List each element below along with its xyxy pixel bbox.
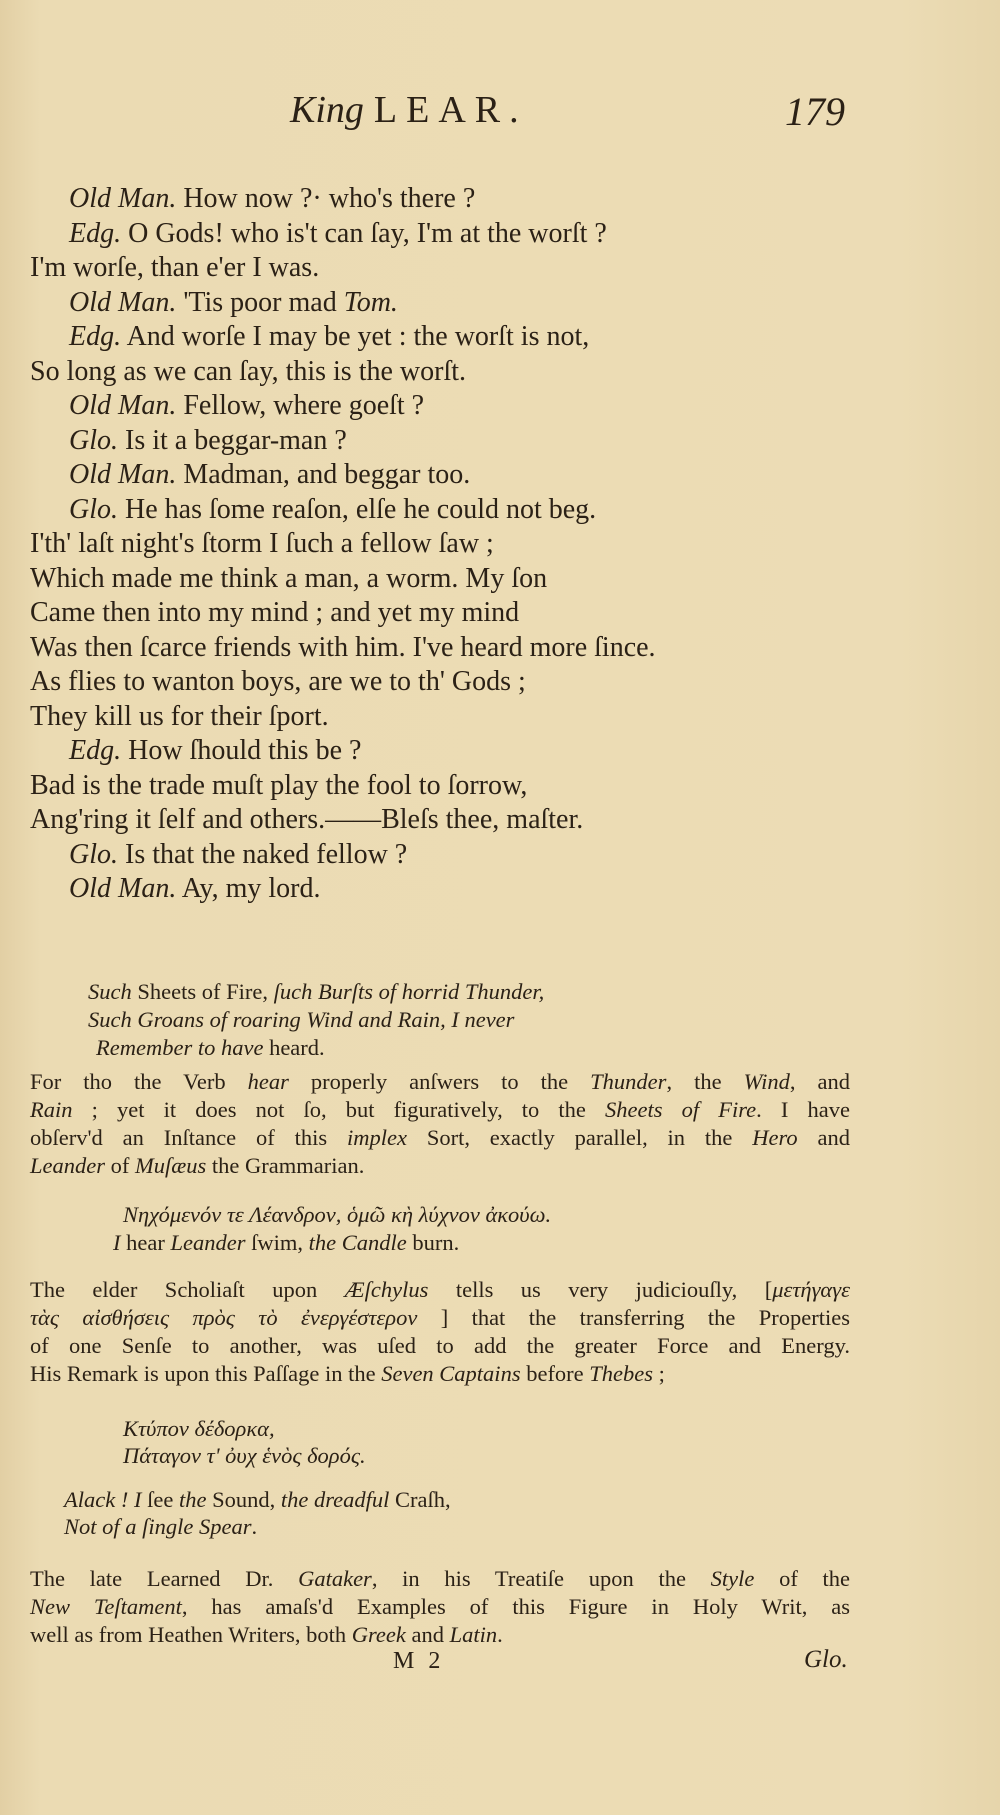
roman-text: ſee bbox=[141, 1487, 179, 1512]
italic-text: Edg. bbox=[69, 217, 122, 249]
commentary-line bbox=[30, 1621, 850, 1649]
roman-text: And worſe I may be yet : the worſt is not, bbox=[121, 321, 590, 352]
verse-line bbox=[69, 286, 398, 320]
roman-text: Is it a beggar-man ? bbox=[118, 424, 347, 456]
roman-text: and bbox=[797, 1125, 850, 1150]
verse-line bbox=[30, 803, 583, 837]
commentary-line bbox=[30, 1124, 850, 1152]
roman-text: before bbox=[520, 1361, 590, 1386]
roman-text: and bbox=[405, 1622, 450, 1647]
verse-line bbox=[30, 596, 519, 630]
roman-text: well as from Heathen Writers, both bbox=[30, 1622, 352, 1647]
verse-line bbox=[69, 389, 424, 423]
running-title-italic: King bbox=[290, 89, 364, 131]
roman-text: His Remark is upon this Paſſage in the bbox=[30, 1361, 382, 1386]
roman-text: , the bbox=[666, 1069, 744, 1094]
italic-text: Old Man. bbox=[69, 286, 177, 318]
verse-line bbox=[30, 665, 526, 699]
roman-text: They kill us for their ſport. bbox=[30, 700, 329, 732]
roman-text: Sound, bbox=[206, 1487, 281, 1512]
roman-text: So long as we can ſay, this is the worſt. bbox=[30, 355, 467, 387]
roman-text: properly anſwers to the bbox=[288, 1069, 591, 1094]
signature-mark: M 2 bbox=[393, 1648, 445, 1674]
italic-text: Glo. bbox=[69, 493, 118, 525]
verse-line bbox=[30, 527, 494, 561]
roman-text: . bbox=[497, 1622, 503, 1647]
italic-text: the bbox=[178, 1487, 207, 1512]
roman-text: For tho the Verb bbox=[30, 1069, 248, 1094]
roman-text: Ay, my lord. bbox=[176, 873, 321, 904]
italic-text: Κτύπον δέδορκα, bbox=[123, 1416, 275, 1441]
roman-text: heard. bbox=[263, 1035, 325, 1060]
roman-text: Bad is the trade muſt play the fool to ſorrow, bbox=[30, 769, 528, 801]
roman-text: tells us very judiciouſly, [ bbox=[428, 1277, 773, 1302]
roman-text: The late Learned Dr. bbox=[30, 1566, 299, 1591]
roman-text: hear bbox=[120, 1230, 171, 1255]
italic-text: τὰς αἰσθήσεις πρὸς τὸ ἐνεργέστερον bbox=[30, 1305, 418, 1330]
roman-text: , and bbox=[789, 1069, 850, 1094]
roman-text: Fellow, where goeſt ? bbox=[176, 390, 425, 421]
commentary-line bbox=[30, 1276, 850, 1304]
italic-text: Rain bbox=[30, 1097, 73, 1122]
roman-text: . I have bbox=[756, 1097, 851, 1122]
verse-line bbox=[30, 562, 547, 596]
running-title-caps: LEAR. bbox=[373, 89, 528, 131]
roman-text: The elder Scholiaſt upon bbox=[30, 1277, 345, 1302]
quoted-verse-line bbox=[113, 1229, 459, 1257]
roman-text: Was then ſcarce friends with him. I've heard more ſince. bbox=[30, 631, 656, 663]
quoted-verse-line bbox=[123, 1201, 551, 1229]
italic-text: Old Man. bbox=[69, 459, 177, 490]
italic-text: Such Groans of roaring Wind and Rain, I never bbox=[88, 1007, 515, 1032]
italic-text: Tom. bbox=[343, 286, 398, 318]
quoted-verse-line bbox=[123, 1442, 366, 1470]
running-title bbox=[290, 88, 528, 132]
italic-text: Seven Captains bbox=[381, 1361, 521, 1386]
italic-text: New Teſtament bbox=[30, 1594, 182, 1619]
quoted-verse-line bbox=[123, 1415, 275, 1443]
italic-text: Alack ! I bbox=[64, 1487, 142, 1512]
verse-line bbox=[30, 769, 527, 803]
page-number: 179 bbox=[785, 89, 845, 134]
italic-text: Style bbox=[710, 1566, 755, 1591]
catchword: Glo. bbox=[804, 1646, 848, 1673]
roman-text: How ſhould this be ? bbox=[121, 735, 362, 766]
italic-text: hear bbox=[247, 1069, 289, 1094]
italic-text: Glo. bbox=[69, 424, 118, 456]
italic-text: the Candle bbox=[308, 1230, 407, 1255]
italic-text: Πάταγον τ' ὀυχ ἑνὸς δορός. bbox=[123, 1443, 366, 1468]
roman-text: ſwim, bbox=[245, 1230, 309, 1255]
roman-text: obſerv'd an Inſtance of this bbox=[30, 1125, 347, 1150]
italic-text: Leander bbox=[170, 1230, 246, 1255]
roman-text: O Gods! who is't can ſay, I'm at the worſt ? bbox=[121, 217, 607, 249]
roman-text: Madman, and beggar too. bbox=[176, 459, 471, 490]
roman-text: . bbox=[251, 1514, 258, 1539]
roman-text: I'm worſe, than e'er I was. bbox=[30, 252, 320, 283]
quoted-verse-line bbox=[88, 978, 544, 1006]
roman-text: of bbox=[105, 1153, 135, 1178]
roman-text: Came then into my mind ; and yet my mind bbox=[30, 597, 520, 628]
italic-text: Edg. bbox=[69, 321, 122, 352]
verse-line bbox=[69, 872, 321, 906]
roman-text: As flies to wanton boys, are we to th' Gods ; bbox=[30, 666, 526, 697]
italic-text: Remember to have bbox=[96, 1035, 264, 1060]
italic-text: Νηχόμενόν τε Λέανδρον, ὁμῶ κὴ λύχνον ἀκούω. bbox=[123, 1202, 552, 1227]
commentary-line bbox=[30, 1304, 850, 1332]
commentary-line bbox=[30, 1152, 850, 1180]
roman-text: Sort, exactly parallel, in the bbox=[406, 1125, 753, 1150]
commentary-line bbox=[30, 1332, 850, 1360]
italic-text: Not of a ſingle Spear bbox=[64, 1514, 252, 1539]
verse-line bbox=[69, 493, 596, 527]
verse-line bbox=[30, 355, 466, 389]
italic-text: Old Man. bbox=[69, 390, 177, 421]
italic-text: Thebes bbox=[589, 1361, 654, 1386]
verse-line bbox=[30, 251, 319, 285]
italic-text: Hero bbox=[752, 1125, 798, 1150]
roman-text: I'th' laſt night's ſtorm I ſuch a fellow ſaw ; bbox=[30, 528, 494, 559]
roman-text: Is that the naked fellow ? bbox=[118, 838, 408, 870]
italic-text: Glo. bbox=[69, 838, 118, 870]
verse-line bbox=[69, 217, 607, 251]
commentary-line bbox=[30, 1360, 850, 1388]
commentary-line bbox=[30, 1565, 850, 1593]
italic-text: Æſchylus bbox=[344, 1277, 429, 1302]
quoted-verse-line bbox=[64, 1486, 451, 1514]
quoted-verse-line bbox=[96, 1034, 325, 1062]
roman-text: Craſh, bbox=[389, 1487, 451, 1512]
italic-text: Sheets of Fire bbox=[605, 1097, 757, 1122]
verse-line bbox=[69, 838, 407, 872]
commentary-line bbox=[30, 1096, 850, 1124]
italic-text: Greek bbox=[351, 1622, 406, 1647]
verse-line bbox=[69, 182, 475, 216]
italic-text: Leander bbox=[30, 1153, 105, 1178]
quoted-verse-line bbox=[64, 1513, 257, 1541]
verse-line bbox=[30, 700, 329, 734]
roman-text: Sheets of Fire, bbox=[131, 979, 274, 1004]
commentary-line bbox=[30, 1068, 850, 1096]
italic-text: implex bbox=[346, 1125, 407, 1150]
roman-text: , in his Treatiſe upon the bbox=[371, 1566, 711, 1591]
italic-text: Wind bbox=[743, 1069, 790, 1094]
commentary-line bbox=[30, 1593, 850, 1621]
roman-text: , has amaſs'd Examples of this Figure in Holy Writ, as bbox=[181, 1594, 850, 1619]
italic-text: Such bbox=[88, 979, 132, 1004]
roman-text: ; yet it does not ſo, but figuratively, to the bbox=[72, 1097, 606, 1122]
italic-text: Thunder bbox=[590, 1069, 667, 1094]
roman-text: ; bbox=[653, 1361, 665, 1386]
verse-line bbox=[30, 631, 656, 665]
italic-text: Latin bbox=[449, 1622, 498, 1647]
roman-text: Which made me think a man, a worm. My ſon bbox=[30, 562, 548, 594]
roman-text: of one Senſe to another, was uſed to add the greater Force and Energy. bbox=[30, 1333, 850, 1358]
italic-text: Gataker bbox=[298, 1566, 372, 1591]
italic-text: ſuch Burſts of horrid Thunder, bbox=[273, 979, 545, 1004]
roman-text: ] that the transferring the Properties bbox=[417, 1305, 851, 1330]
roman-text: He has ſome reaſon, elſe he could not beg. bbox=[118, 493, 597, 525]
italic-text: the dreadful bbox=[280, 1487, 390, 1512]
roman-text: Ang'ring it ſelf and others.——Bleſs thee, maſter. bbox=[30, 804, 584, 835]
roman-text: How now ?· who's there ? bbox=[176, 183, 476, 214]
verse-line bbox=[69, 458, 470, 492]
roman-text: 'Tis poor mad bbox=[176, 286, 344, 318]
verse-line bbox=[69, 424, 347, 458]
italic-text: Muſæus bbox=[135, 1153, 207, 1178]
roman-text: of the bbox=[754, 1566, 851, 1591]
roman-text: the Grammarian. bbox=[206, 1153, 365, 1178]
verse-line bbox=[69, 734, 361, 768]
verse-line bbox=[69, 320, 589, 354]
italic-text: μετήγαγε bbox=[772, 1277, 850, 1302]
italic-text: Old Man. bbox=[69, 873, 177, 904]
italic-text: Old Man. bbox=[69, 183, 177, 214]
italic-text: I bbox=[113, 1230, 121, 1255]
roman-text: burn. bbox=[406, 1230, 460, 1255]
italic-text: Edg. bbox=[69, 735, 122, 766]
quoted-verse-line bbox=[88, 1006, 514, 1034]
